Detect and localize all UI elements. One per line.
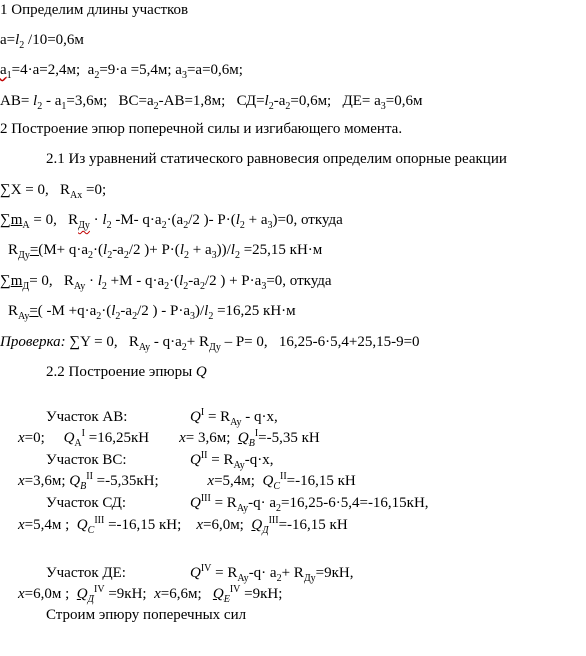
check-equation: Проверка: ∑Y = 0, $R_{Ay} - q\cdot a_2+ R_{Ду} - P= 0$, 16,25-6·5,4+25,15-9=0 [0,334,420,353]
section-1-heading: 1 Определим длины участков [0,2,189,18]
segment-de-values: x=6,0м ; $Q_Д^{IV} =9кН$; x=6,6м; $Q_E^{IV} =9кН$; [18,584,283,605]
closing-line: Строим эпюру поперечных сил [46,607,247,623]
segment-ab-values: x=0; $Q_A^I =16,25кН$ x= 3,6м; $Q_B^I=-5,35$ кН [18,428,320,449]
segment-bc-values: x=3,6м; $Q_B^{II} =-5,35кН$; x=5,4м; $Q_C^{II}=-16,15$ кН [18,471,356,492]
formula-a: $a=l_2$ /10=0,6м [0,32,84,51]
segment-cd-values: x=5,4м ; $Q_C^{III} =-16,15$ кН; x=6,0м; $Q_Д^{III}=-16,15$ кН [18,515,348,536]
segment-ab-formula: $Q^I = R_{Ay} - q\cdot x$, [190,407,278,428]
section-2-heading: 2 Построение эпюр поперечной силы и изгибающего момента. [0,121,403,137]
segment-de-label: Участок ДЕ: [46,565,126,581]
formula-a-values: $a_1=4\cdot a=2,4м$; $a_2=9\cdot a =5,4м$; $a_3=a=0,6м$; [0,62,243,81]
segment-cd-label: Участок СД: [46,495,127,511]
segment-ab-label: Участок АВ: [46,409,128,425]
equation-sum-x: ∑X = 0, $R_{Ax} =0$; [0,182,107,201]
section-2-2-heading: 2.2 Построение эпюры Q [46,364,207,380]
equation-moment-a: $\sum m_A = 0$, $R_{Ду} \cdot l_2$ -M- $q\cdot a_2\cdot(a_2/2$ )- $P\cdot(l_2 + a_3)=0$, откуда [0,212,343,231]
segment-de-formula: $Q^{IV} = R_{Ay}-q\cdot a_2+ R_{Ду}=9кН$, [190,563,354,584]
section-2-1-heading: 2.1 Из уравнений статического равновесия определим опорные реакции [46,151,507,167]
segment-cd-formula: $Q^{III} = R_{Ay}-q\cdot a_2=16,25-6\cdot 5,4=-16,15кН$, [190,493,429,514]
segment-bc-formula: $Q^{II} = R_{Ay}-q\cdot x$, [190,450,274,471]
reaction-ray: $R_{Ay}=$( $-M +q\cdot a_2\cdot(l_2-a_2/2$ ) - $P\cdot a_3)/l_2 =16,25$ кН·м [8,303,296,322]
formula-segment-lengths: $AB= l_2 - a_1=3,6м$; $BC=a_2-AB=1,8м$; $СД=l_2-a_2=0,6м$; $ДЕ= a_3=0,6м$ [0,93,423,112]
equation-moment-d: $\sum m_Д= 0$, $R_{Ay} \cdot l_2 +M - q\cdot a_2\cdot(l_2-a_2/2$ ) + $P\cdot a_3=0$, откуда [0,273,332,292]
segment-bc-label: Участок ВС: [46,452,127,468]
reaction-rdu: $R_{Ду}=(M+ q\cdot a_2\cdot(l_2-a_2/2$ )+ $P\cdot(l_2 + a_3))/l_2 =25,15$ кН·м [8,242,323,261]
